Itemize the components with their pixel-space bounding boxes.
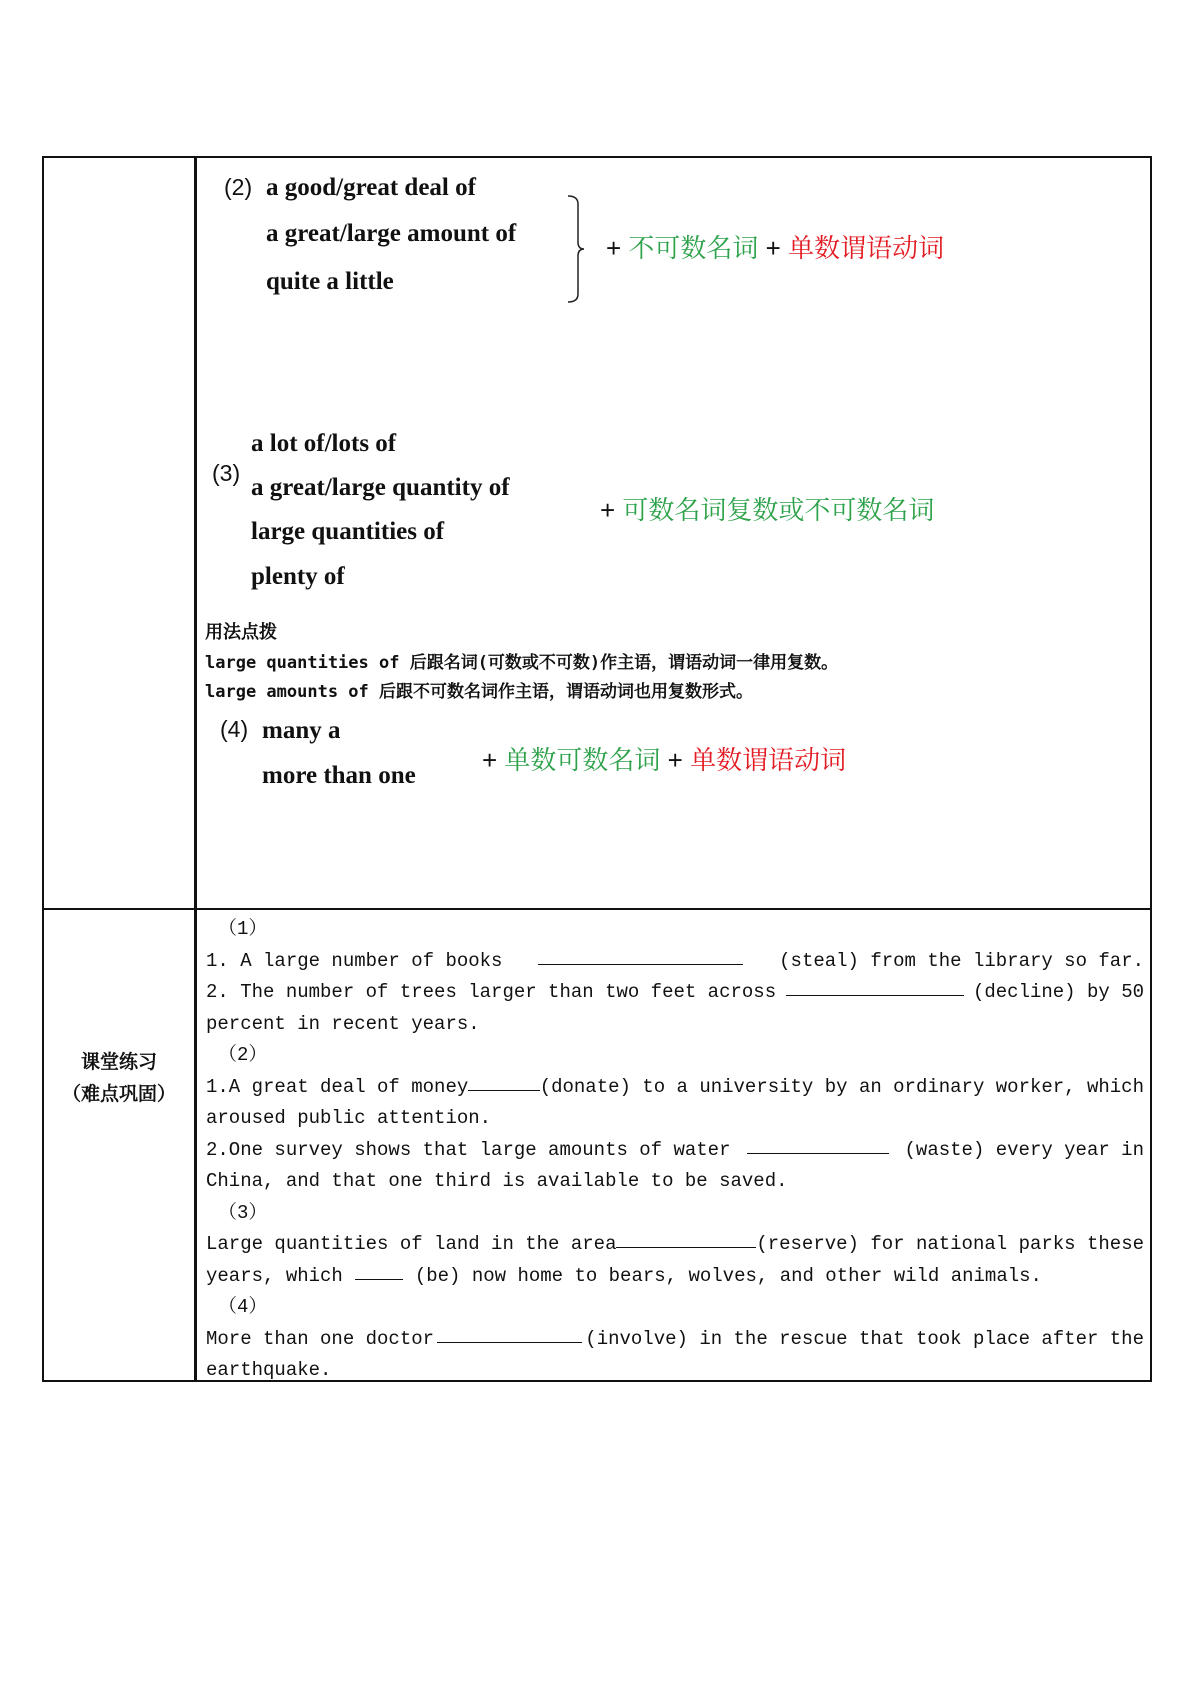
group2-number: (2) [224, 174, 253, 200]
exercise-1-2-cont: percent in recent years. [206, 1012, 480, 1035]
exercise-group-1-header: （1） [218, 918, 268, 940]
plus-sign: + [667, 745, 683, 775]
group2-phrase-2: a great/large amount of [266, 220, 517, 247]
plus-sign: + [482, 745, 498, 775]
exercise-2-1: 1.A great deal of money (donate) to a university by an ordinary worker, which [206, 1072, 1144, 1104]
exercise-group-2-header: （2） [218, 1044, 268, 1066]
answer-blank[interactable] [538, 946, 743, 965]
group3-phrase-4: plenty of [251, 563, 345, 590]
answer-blank[interactable] [747, 1135, 889, 1154]
exercise-1-1: 1. A large number of books (steal) from the library so far. [206, 946, 1144, 978]
answer-blank[interactable] [355, 1261, 403, 1280]
group3-phrase-1: a lot of/lots of [251, 430, 397, 457]
singular-countable-noun-label: 单数可数名词 [504, 745, 661, 775]
group2-phrase-3: quite a little [266, 268, 394, 295]
group4-phrase-2: more than one [262, 762, 416, 789]
group4-phrase-1: many a [262, 717, 341, 744]
group3-phrase-3: large quantities of [251, 518, 445, 545]
exercise-group-4-header: （4） [218, 1296, 268, 1318]
practice-exercises [206, 914, 1144, 1387]
singular-verb-label: 单数谓语动词 [690, 745, 847, 775]
plus-sign: + [600, 495, 616, 525]
usage-note-line-1: large quantities of 后跟名词(可数或不可数)作主语，谓语动词一律用复数。 [205, 653, 839, 673]
exercise-group-3-header: （3） [218, 1201, 268, 1224]
singular-verb-label: 单数谓语动词 [788, 233, 945, 263]
answer-blank[interactable] [786, 977, 964, 996]
group3-phrase-2: a great/large quantity of [251, 474, 510, 501]
column-divider [194, 158, 197, 1380]
exercise-3-1-cont: years, which (be) now home to bears, wolves, and other wild animals. [206, 1261, 1144, 1293]
row-divider [44, 908, 1150, 910]
exercise-2-2: 2.One survey shows that large amounts of water (waste) every year in [206, 1135, 1144, 1167]
plural-or-uncountable-label: 可数名词复数或不可数名词 [622, 495, 935, 525]
plus-sign: + [606, 233, 622, 263]
exercise-4-1: More than one doctor (involve) in the rescue that took place after the [206, 1324, 1144, 1356]
group3-number: (3) [212, 460, 241, 486]
answer-blank[interactable] [468, 1072, 539, 1091]
practice-label [44, 1046, 194, 1110]
plus-sign: + [765, 233, 781, 263]
group2-rule [606, 228, 944, 265]
exercise-2-2-cont: China, and that one third is available to be saved. [206, 1170, 788, 1192]
right-brace-icon [566, 194, 592, 304]
practice-label-line-1: 课堂练习 [80, 1051, 157, 1073]
content-table [42, 156, 1152, 1382]
usage-note-title: 用法点拨 [205, 622, 277, 643]
exercise-4-1-cont: earthquake. [206, 1359, 332, 1381]
exercise-3-1: Large quantities of land in the area (reserve) for national parks these [206, 1229, 1144, 1261]
uncountable-noun-label: 不可数名词 [628, 233, 759, 263]
answer-blank[interactable] [437, 1324, 582, 1343]
answer-blank[interactable] [616, 1229, 756, 1248]
group4-number: (4) [220, 716, 249, 742]
usage-note-line-2: large amounts of 后跟不可数名词作主语，谓语动词也用复数形式。 [205, 682, 753, 702]
exercise-2-1-cont: aroused public attention. [206, 1107, 492, 1129]
practice-label-line-2: （难点巩固） [61, 1083, 176, 1105]
group2-phrase-1: a good/great deal of [266, 174, 476, 201]
exercise-1-2: 2. The number of trees larger than two feet across (decline) by 50 [206, 977, 1144, 1009]
group4-rule [482, 740, 846, 777]
group3-rule [600, 490, 934, 527]
